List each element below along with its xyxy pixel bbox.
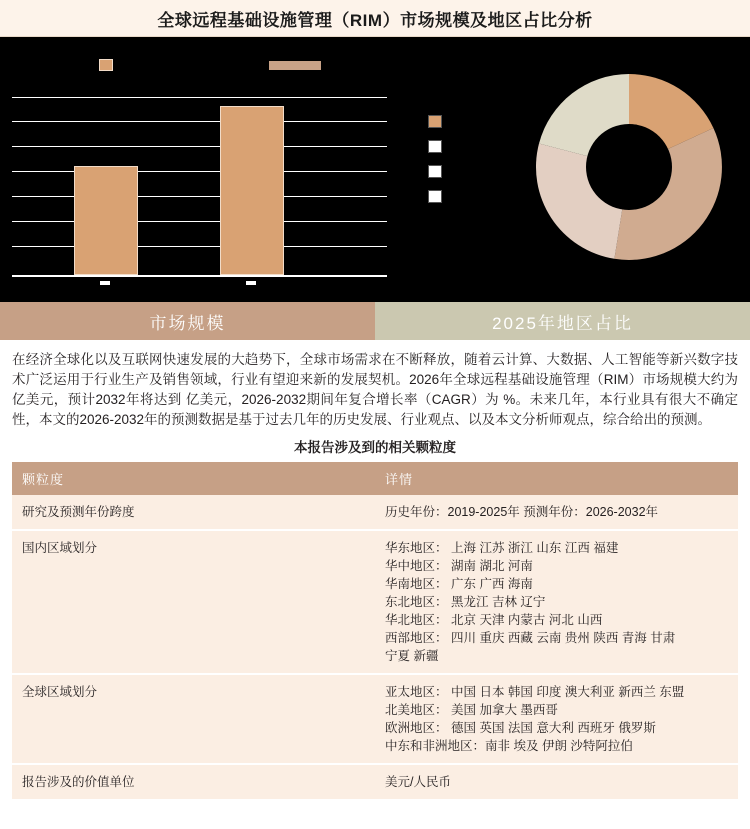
donut-hole (586, 124, 672, 210)
tab-region-share-label: 2025年地区占比 (492, 313, 633, 333)
detail-line: 华北地区： 北京 天津 内蒙古 河北 山西 (385, 613, 603, 627)
granularity-table (12, 462, 738, 801)
legend-item (269, 59, 321, 71)
table-header-detail: 详情 (375, 462, 738, 495)
bar-chart-legend (0, 59, 420, 71)
table-header-row (12, 462, 738, 495)
detail-line: 历史年份：2019-2025年 预测年份：2026-2032年 (385, 505, 659, 519)
x-axis (12, 275, 387, 277)
bar-2032 (220, 106, 284, 275)
table-row (12, 495, 738, 530)
row-name: 报告涉及的价值单位 (12, 764, 375, 800)
page-title: 全球远程基础设施管理（RIM）市场规模及地区占比分析 (157, 10, 593, 30)
x-tick (100, 281, 110, 285)
legend-label (269, 61, 321, 70)
page-title-bar (0, 0, 750, 37)
table-row (12, 674, 738, 764)
row-name: 研究及预测年份跨度 (12, 495, 375, 530)
detail-line: 欧洲地区： 德国 英国 法国 意大利 西班牙 俄罗斯 (385, 721, 656, 735)
detail-line: 中东和非洲地区：南非 埃及 伊朗 沙特阿拉伯 (385, 739, 633, 753)
bar-chart (0, 37, 420, 302)
legend-item (99, 59, 119, 71)
tab-market-size[interactable] (0, 302, 375, 340)
legend-swatch-icon (428, 190, 442, 203)
bar-2025 (74, 166, 138, 275)
detail-line: 西部地区： 四川 重庆 西藏 云南 贵州 陕西 青海 甘肃 (385, 631, 676, 645)
detail-line: 华中地区： 湖南 湖北 河南 (385, 559, 533, 573)
pie-chart (420, 37, 750, 302)
detail-line: 北美地区： 美国 加拿大 墨西哥 (385, 703, 558, 717)
table-row (12, 764, 738, 800)
detail-line: 亚太地区： 中国 日本 韩国 印度 澳大利亚 新西兰 东盟 (385, 685, 685, 699)
tab-market-size-label: 市场规模 (149, 313, 226, 333)
legend-swatch-icon (428, 115, 442, 128)
row-detail (375, 674, 738, 764)
row-detail (375, 530, 738, 674)
table-caption: 本报告涉及到的相关颗粒度 (294, 440, 456, 455)
donut-graphic (534, 72, 724, 262)
row-detail (375, 495, 738, 530)
row-name: 国内区域划分 (12, 530, 375, 674)
detail-line: 东北地区： 黑龙江 吉林 辽宁 (385, 595, 546, 609)
pie-chart-legend (428, 115, 442, 203)
legend-swatch-icon (428, 165, 442, 178)
bar-plot-area (12, 97, 387, 277)
tab-region-share[interactable] (375, 302, 750, 340)
legend-swatch-icon (99, 59, 113, 71)
detail-line: 华东地区： 上海 江苏 浙江 山东 江西 福建 (385, 541, 619, 555)
charts-panel (0, 37, 750, 302)
detail-line: 华南地区： 广东 广西 海南 (385, 577, 533, 591)
legend-swatch-icon (428, 140, 442, 153)
table-header-granularity: 颗粒度 (12, 462, 375, 495)
row-detail (375, 764, 738, 800)
summary-paragraph: 在经济全球化以及互联网快速发展的大趋势下，全球市场需求在不断释放，随着云计算、大数据、人工智能等新兴数字技术广泛运用于行业生产及销售领域，行业有望迎来新的发展契机。2026年全球远程基础设施管理（RIM）市场规模大约为 亿美元，预计2032年将达到 亿美元，2026-2032期间年复合增长率（CAGR）为 %。未来几年，本行业具有很大不确定性，本文的2026-2032年的预测数据是基于过去几年的历史发展、行业观点、以及本文分析师观点，综合给出的预测。 (12, 352, 738, 427)
table-row (12, 530, 738, 674)
x-tick (246, 281, 256, 285)
section-tabs (0, 302, 750, 340)
detail-line: 宁夏 新疆 (385, 649, 439, 663)
row-name: 全球区域划分 (12, 674, 375, 764)
bar-series (12, 97, 387, 275)
detail-line: 美元/人民币 (385, 775, 451, 789)
